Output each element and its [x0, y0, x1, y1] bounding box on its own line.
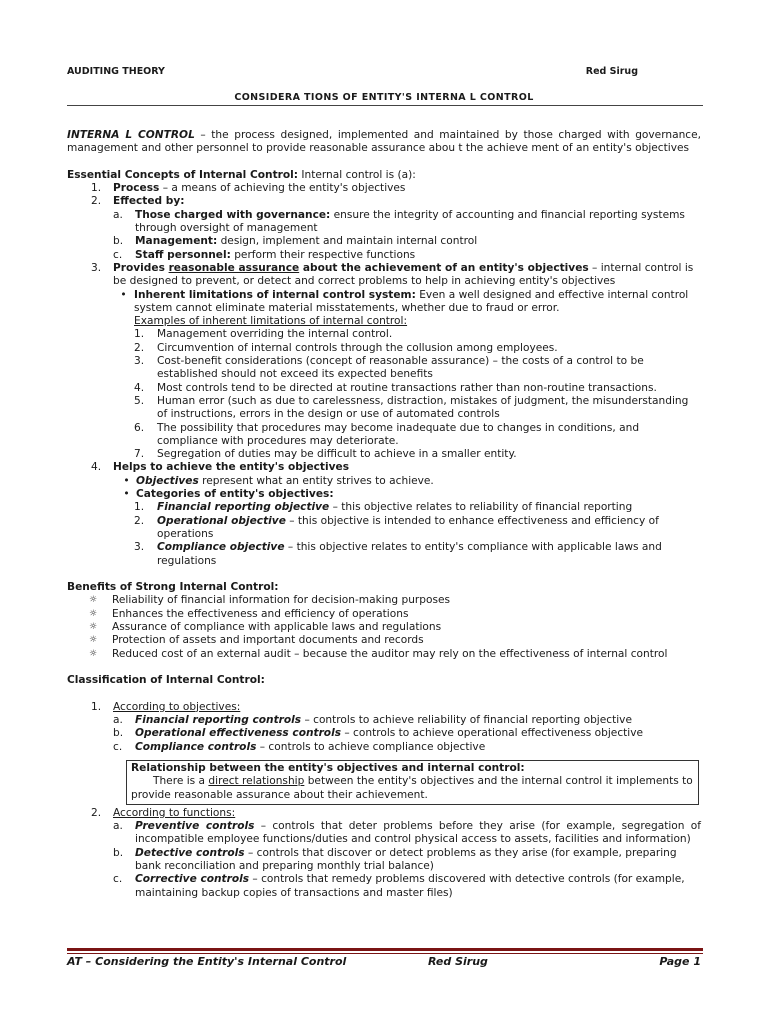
bullet-item: • Objectives represent what an entity strives to achieve.	[117, 475, 701, 488]
benefit-item: ☼ Assurance of compliance with applicable laws and regulations	[89, 620, 442, 633]
footer-author: Red Sirug	[428, 955, 488, 968]
control-type-item: c. Compliance controls – controls to achieve compliance objective	[113, 740, 486, 753]
benefit-item: ☼ Protection of assets and important documents and records	[89, 634, 424, 647]
page-header	[67, 66, 701, 77]
benefit-item: ☼ Reliability of financial information for decision-making purposes	[89, 594, 451, 607]
objective-category: 2. Operational objective – this objective is intended to enhance effectiveness and efficiency of operations	[134, 514, 659, 540]
example-item: 4. Most controls tend to be directed at routine transactions rather than non-routine transactions.	[134, 381, 657, 394]
objective-category: 3. Compliance objective – this objective relates to entity's compliance with applicable laws and regulations	[134, 541, 662, 567]
sub-list-item: a. Those charged with governance: ensure the integrity of accounting and financial reporting systems through oversight of management	[113, 208, 685, 235]
examples-heading: Examples of inherent limitations of internal control:	[134, 315, 408, 328]
list-item: 2. Effected by:	[91, 195, 185, 208]
footer-rule	[67, 948, 703, 951]
example-item: 6. The possibility that procedures may become inadequate due to changes in conditions, and compliance with procedures may deteriorate.	[134, 421, 640, 447]
objective-category: 1. Financial reporting objective – this objective relates to reliability of financial reporting	[134, 501, 633, 514]
footer-document-title: AT – Considering the Entity's Internal Control	[67, 955, 347, 968]
document-body	[67, 129, 701, 900]
header-course-title: AUDITING THEORY	[67, 66, 165, 77]
definition-term: INTERNA L CONTROL	[67, 129, 195, 141]
bullet-icon: •	[123, 488, 130, 501]
bullet-icon: •	[120, 288, 127, 301]
list-item: 1. According to objectives:	[91, 700, 241, 713]
benefits-heading: Benefits of Strong Internal Control:	[67, 581, 279, 594]
bullet-item: • Categories of entity's objectives:	[117, 488, 701, 501]
sun-bullet-icon: ☼	[89, 595, 98, 606]
control-type-item: b. Detective controls – controls that discover or detect problems as they arise (for example, preparing bank reconciliation and preparing monthly trial balance)	[113, 846, 677, 873]
relationship-box	[126, 760, 699, 805]
footer-rule-thin	[67, 953, 703, 954]
sun-bullet-icon: ☼	[89, 648, 98, 659]
header-divider	[67, 105, 703, 106]
bullet-icon: •	[123, 474, 130, 487]
list-item: 4. Helps to achieve the entity's objectives	[91, 461, 350, 474]
list-item: 2. According to functions:	[91, 806, 236, 819]
benefit-item: ☼ Reduced cost of an external audit – because the auditor may rely on the effectiveness of internal control	[89, 647, 668, 660]
list-item: 3. Provides reasonable assurance about the achievement of an entity's objectives – internal control is be designed to prevent, or detect and correct problems to help in achieving entity's objectives	[91, 261, 694, 288]
page-number: Page 1	[659, 955, 701, 968]
definition-text: – the process designed, implemented and maintained by those charged with governance, management and other personnel to provide reasonable assurance abou t the achieve ment of an entity's objectives	[67, 129, 702, 155]
relationship-heading: Relationship between the entity's objectives and internal control:	[131, 761, 525, 774]
sun-bullet-icon: ☼	[89, 635, 98, 646]
control-type-item: a. Preventive controls – controls that deter problems before they arise (for example, segregation of incompatible employee functions/duties and control physical access to assets, facilities and information)	[113, 820, 701, 846]
example-item: 2. Circumvention of internal controls through the collusion among employees.	[134, 341, 558, 354]
control-type-item: c. Corrective controls – controls that remedy problems discovered with detective controls (for example, maintaining backup copies of transactions and master files)	[113, 873, 685, 899]
sun-bullet-icon: ☼	[89, 621, 98, 632]
sub-list-item: b. Management: design, implement and maintain internal control	[113, 235, 478, 248]
example-item: 3. Cost-benefit considerations (concept of reasonable assurance) – the costs of a control to be established should not exceed its expected benefits	[134, 355, 644, 381]
document-page	[67, 0, 701, 1024]
relationship-text: There is a direct relationship between the entity's objectives and the internal control it implements to provide reasonable assurance about their achievement.	[131, 775, 693, 801]
document-title: CONSIDERA TIONS OF ENTITY'S INTERNA L CONTROL	[234, 92, 534, 103]
list-item: 1. Process – a means of achieving the entity's objectives	[91, 182, 406, 195]
sub-list-item: c. Staff personnel: perform their respective functions	[113, 248, 416, 261]
example-item: 1. Management overriding the internal control.	[134, 328, 393, 341]
control-type-item: b. Operational effectiveness controls – controls to achieve operational effectiveness objective	[113, 727, 644, 740]
example-item: 7. Segregation of duties may be difficult to achieve in a smaller entity.	[134, 448, 517, 461]
header-author: Red Sirug	[585, 66, 638, 77]
essential-concepts-heading: Essential Concepts of Internal Control: Internal control is (a):	[67, 168, 416, 181]
classification-heading: Classification of Internal Control:	[67, 674, 265, 687]
control-type-item: a. Financial reporting controls – controls to achieve reliability of financial reporting objective	[113, 714, 632, 727]
definition-paragraph	[67, 129, 701, 156]
page-footer	[67, 955, 701, 968]
example-item: 5. Human error (such as due to carelessness, distraction, mistakes of judgment, the misunderstanding of instructions, errors in the design or use of automated controls	[134, 394, 689, 421]
bullet-item: • Inherent limitations of internal control system: Even a well designed and effective internal control system cannot eliminate material misstatements, whether due to fraud or error.	[113, 289, 701, 316]
sun-bullet-icon: ☼	[89, 608, 98, 619]
benefit-item: ☼ Enhances the effectiveness and efficiency of operations	[89, 607, 409, 620]
